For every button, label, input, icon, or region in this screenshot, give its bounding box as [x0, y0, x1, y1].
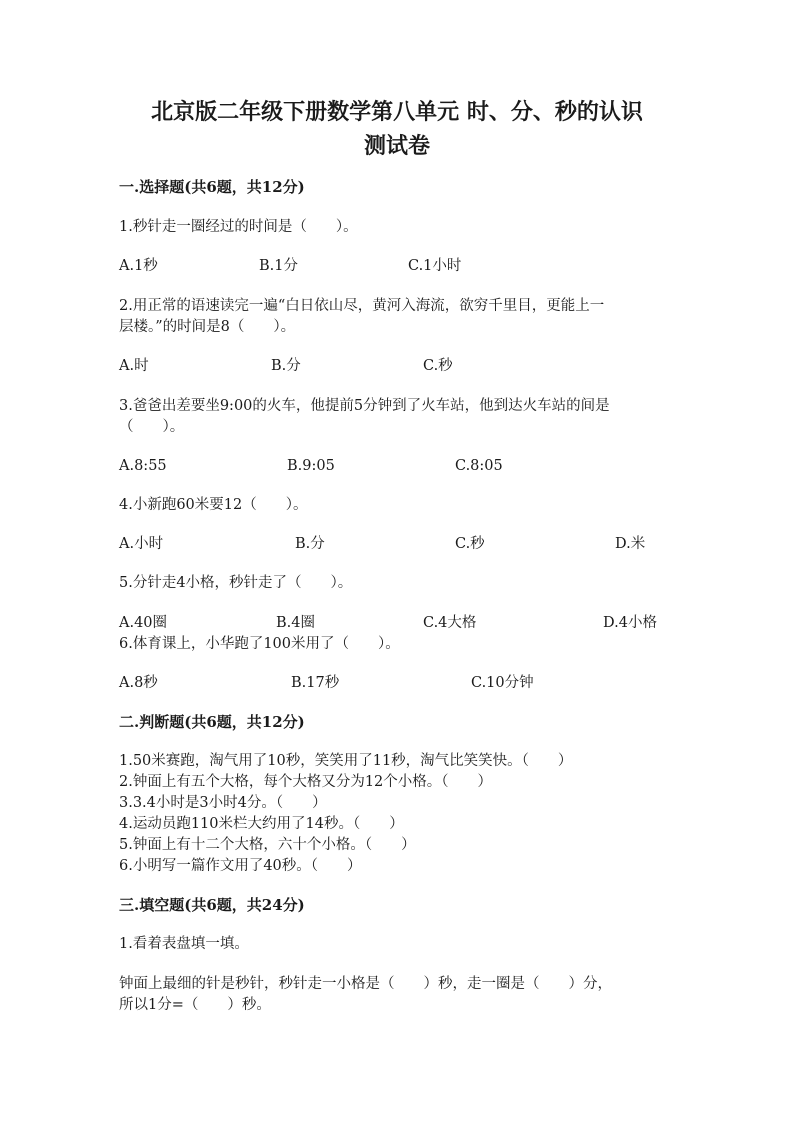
- fill-q1-line2: 所以1分=（ ）秒。: [119, 997, 271, 1013]
- q2-text-line2: 层楼。”的时间是8（ ）。: [119, 319, 296, 335]
- fill-q1-line1: 钟面上最细的针是秒针，秒针走一小格是（ ）秒，走一圈是（ ）分，: [119, 976, 612, 992]
- q3-text-line2: （ ）。: [119, 419, 185, 435]
- q5-option-c: C.4大格: [423, 615, 477, 631]
- judge-item: 6.小明写一篇作文用了40秒。（ ）: [119, 858, 362, 874]
- q3-text-line1: 3.爸爸出差要坐9:00的火车，他提前5分钟到了火车站，他到达火车站的间是: [119, 398, 610, 414]
- q3-option-a: A.8:55: [119, 458, 167, 474]
- q5-option-b: B.4圈: [276, 615, 315, 631]
- q1-option-b: B.1分: [259, 258, 298, 274]
- q2-option-b: B.分: [271, 358, 301, 374]
- q4-option-a: A.小时: [119, 536, 164, 552]
- q1-option-c: C.1小时: [408, 258, 462, 274]
- section1-heading: 一.选择题(共6题，共12分): [119, 178, 305, 196]
- section3-heading: 三.填空题(共6题，共24分): [119, 896, 305, 914]
- q1-text: 1.秒针走一圈经过的时间是（ ）。: [119, 219, 358, 235]
- q3-option-c: C.8:05: [455, 458, 503, 474]
- q5-option-a: A.40圈: [119, 615, 168, 631]
- judge-item: 5.钟面上有十二个大格，六十个小格。（ ）: [119, 837, 416, 853]
- q3-option-b: B.9:05: [287, 458, 335, 474]
- judge-item: 1.50米赛跑，淘气用了10秒，笑笑用了11秒，淘气比笑笑快。（ ）: [119, 753, 573, 769]
- q5-option-d: D.4小格: [603, 615, 657, 631]
- q5-text: 5.分针走4小格，秒针走了（ ）。: [119, 575, 353, 591]
- page-title-line2: 测试卷: [363, 133, 430, 159]
- q6-option-c: C.10分钟: [471, 675, 534, 691]
- q4-option-d: D.米: [615, 536, 646, 552]
- q4-option-b: B.分: [295, 536, 325, 552]
- q6-option-a: A.8秒: [119, 675, 158, 691]
- q2-option-c: C.秒: [423, 358, 453, 374]
- fill-q1-text: 1.看着表盘填一填。: [119, 936, 249, 952]
- section2-heading: 二.判断题(共6题，共12分): [119, 713, 305, 731]
- q2-option-a: A.时: [119, 358, 149, 374]
- q2-text-line1: 2.用正常的语速读完一遍“白日依山尽，黄河入海流，欲穷千里目，更能上一: [119, 298, 605, 314]
- judge-item: 4.运动员跑110米栏大约用了14秒。（ ）: [119, 816, 404, 832]
- judge-item: 3.3.4小时是3小时4分。（ ）: [119, 795, 327, 811]
- q6-text: 6.体育课上，小华跑了100米用了（ ）。: [119, 636, 400, 652]
- q6-option-b: B.17秒: [291, 675, 340, 691]
- page-title-line1: 北京版二年级下册数学第八单元 时、分、秒的认识: [151, 99, 643, 125]
- q1-option-a: A.1秒: [119, 258, 158, 274]
- q4-option-c: C.秒: [455, 536, 485, 552]
- judge-item: 2.钟面上有五个大格，每个大格又分为12个小格。（ ）: [119, 774, 493, 790]
- q4-text: 4.小新跑60米要12（ ）。: [119, 497, 308, 513]
